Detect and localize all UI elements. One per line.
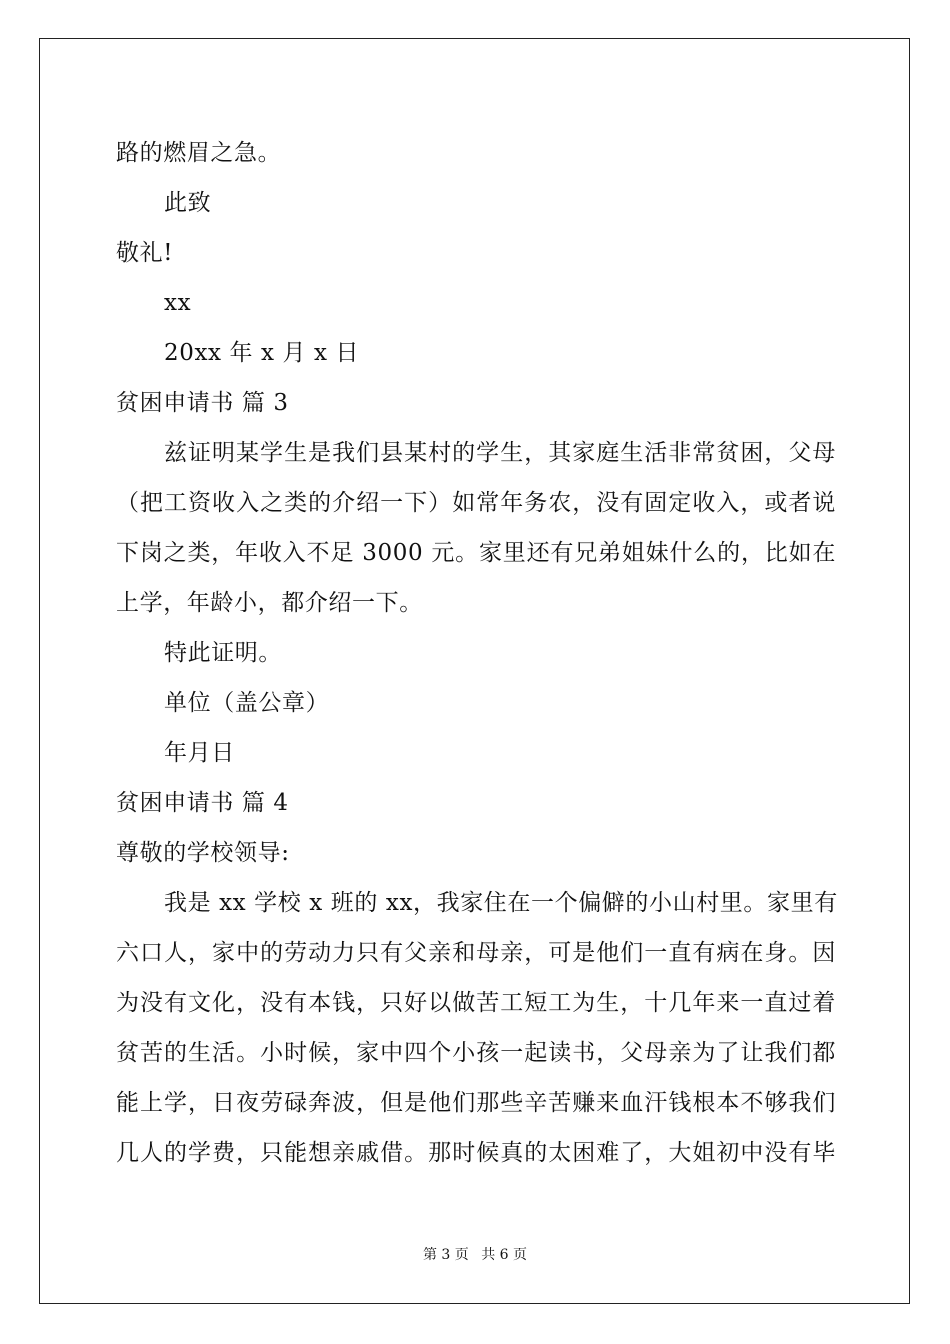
document-body: [116, 128, 836, 1178]
text-line: （把工资收入之类的介绍一下）如常年务农，没有固定收入，或者说: [116, 490, 836, 516]
text-line: 几人的学费，只能想亲戚借。那时候真的太困难了，大姐初中没有毕: [116, 1140, 836, 1166]
text-line: 六口人，家中的劳动力只有父亲和母亲，可是他们一直有病在身。因: [116, 940, 836, 966]
text-line: 单位（盖公章）: [164, 690, 330, 716]
text-line: 贫苦的生活。小时候，家中四个小孩一起读书，父母亲为了让我们都: [116, 1040, 836, 1066]
text-line: 20xx 年 x 月 x 日: [164, 340, 360, 366]
page-footer: [0, 1244, 950, 1264]
text-line: 敬礼!: [116, 240, 174, 266]
text-line: 能上学，日夜劳碌奔波，但是他们那些辛苦赚来血汗钱根本不够我们: [116, 1090, 836, 1116]
text-line: 此致: [164, 190, 212, 216]
text-line: 尊敬的学校领导:: [116, 840, 290, 866]
text-line: 路的燃眉之急。: [116, 140, 282, 166]
text-line: 下岗之类，年收入不足 3000 元。家里还有兄弟姐妹什么的，比如在: [116, 540, 836, 566]
text-line: 特此证明。: [164, 640, 282, 666]
text-line: 兹证明某学生是我们县某村的学生，其家庭生活非常贫困，父母: [164, 440, 836, 466]
text-line: 上学，年龄小，都介绍一下。: [116, 590, 423, 616]
text-line: 年月日: [164, 740, 235, 766]
text-line: 我是 xx 学校 x 班的 xx，我家住在一个偏僻的小山村里。家里有: [164, 890, 838, 916]
page-total: 共 6 页: [481, 1247, 528, 1263]
text-line: 贫困申请书 篇 3: [116, 390, 289, 416]
text-line: 贫困申请书 篇 4: [116, 790, 289, 816]
page-number: 第 3 页: [422, 1247, 469, 1263]
text-line: 为没有文化，没有本钱，只好以做苦工短工为生，十几年来一直过着: [116, 990, 836, 1016]
text-line: xx: [164, 290, 192, 316]
